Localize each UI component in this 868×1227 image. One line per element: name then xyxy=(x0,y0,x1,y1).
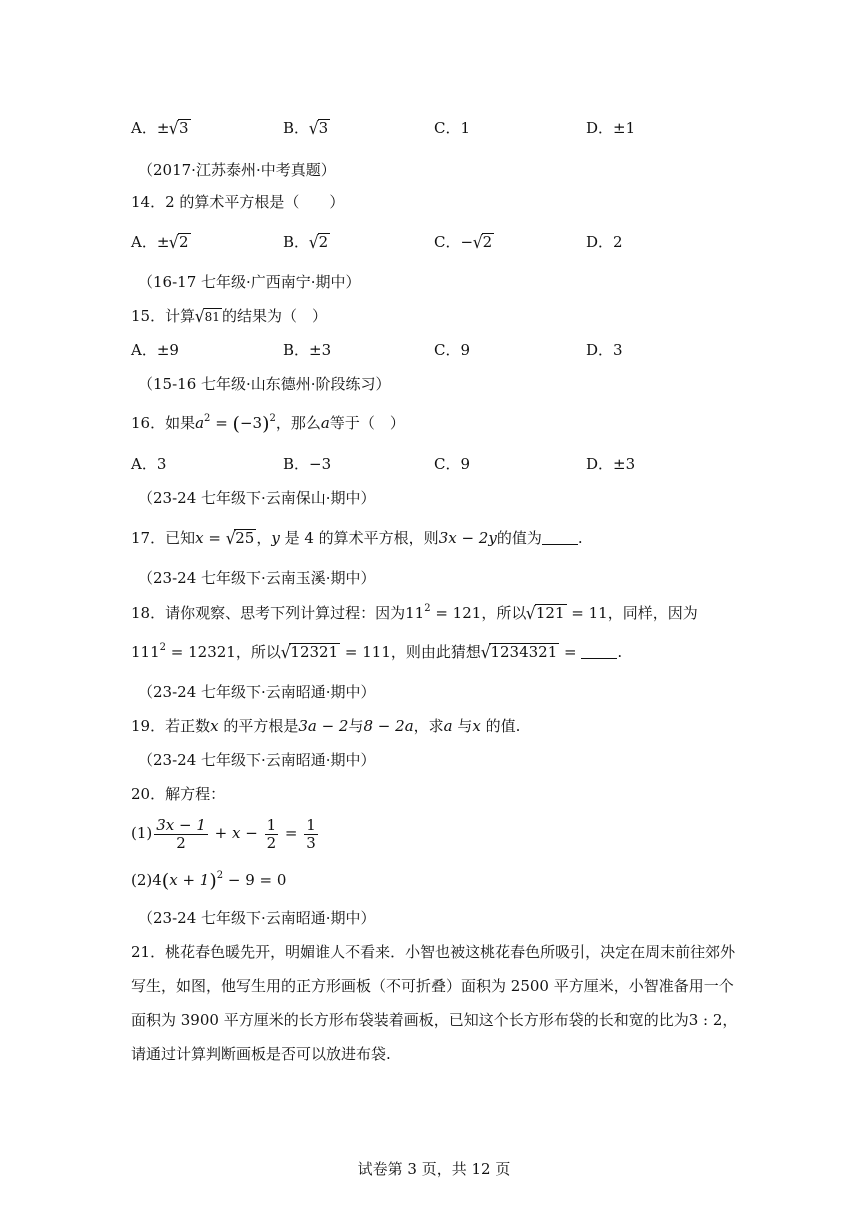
fraction xyxy=(304,817,318,852)
stem-text: 与 xyxy=(452,717,473,735)
q21-line4: 请通过计算判断画板是否可以放进布袋. xyxy=(131,1045,391,1063)
stem-text: 17．已知 xyxy=(131,529,196,547)
option-value: 1 xyxy=(460,119,471,137)
ratio: 3 : 2 xyxy=(688,1011,723,1029)
q13-option-d xyxy=(586,118,635,138)
expression: 3a − 2 xyxy=(298,717,349,735)
variable: x xyxy=(210,717,219,735)
radicand: 121 xyxy=(535,604,565,622)
expression: − 9 = 0 xyxy=(223,871,287,889)
radicand: 2 xyxy=(318,233,329,251)
plus-minus: ± xyxy=(156,233,170,251)
paren-inner: x + 1 xyxy=(169,871,210,889)
period: . xyxy=(577,529,583,547)
variable: a xyxy=(195,414,205,432)
q14-option-d xyxy=(586,232,623,252)
stem-text: ，那么 xyxy=(275,414,321,432)
option-value: ±3 xyxy=(309,341,332,359)
answer-blank xyxy=(581,643,617,659)
expression: 3x − 2y xyxy=(438,529,497,547)
q14-option-b xyxy=(283,232,330,252)
exponent: 2 xyxy=(269,413,276,424)
option-label: D． xyxy=(586,233,614,251)
option-label: A． xyxy=(131,341,157,359)
sqrt: √12321 xyxy=(280,641,339,663)
period: . xyxy=(617,643,623,661)
base: 11 xyxy=(405,604,425,622)
numerator: 3x − 1 xyxy=(156,815,206,834)
answer-blank xyxy=(542,529,578,545)
stem-text: ，所以 xyxy=(481,604,527,622)
q15-option-b xyxy=(283,340,331,360)
variable: x xyxy=(472,717,481,735)
q18-line1: 18．请你观察、思考下列计算过程：因为$11^2 = 121$，所以√121 = 11，同样，因为 xyxy=(131,602,698,624)
stem-text: 的结果为（ ） xyxy=(221,307,327,325)
stem-text: ，求 xyxy=(413,717,444,735)
exponent: 2 xyxy=(204,413,211,424)
option-label: C． xyxy=(434,233,461,251)
sqrt: √1234321 xyxy=(480,641,558,663)
page-footer: 试卷第 3 页，共 12 页 xyxy=(357,1160,511,1178)
stem-text: ， xyxy=(722,1011,738,1029)
option-label: A． xyxy=(131,119,157,137)
option-label: C． xyxy=(434,119,461,137)
q15-option-a xyxy=(131,340,179,360)
q17-source: （23-24 七年级下·云南保山·期中） xyxy=(138,489,376,507)
paren-inner: −3 xyxy=(239,414,263,432)
option-label: A． xyxy=(131,233,157,251)
radicand: 81 xyxy=(204,310,220,324)
radicand: 3 xyxy=(178,119,189,137)
coefficient: 4 xyxy=(152,871,162,889)
q19-source: （23-24 七年级下·云南昭通·期中） xyxy=(138,683,376,701)
radicand: 1234321 xyxy=(490,643,558,661)
sqrt: √25 xyxy=(225,527,255,549)
q16-option-d xyxy=(586,454,635,474)
sqrt: √2 xyxy=(169,231,189,253)
q14-option-c xyxy=(434,232,494,252)
q15-option-c xyxy=(434,340,470,360)
equation: = 111 xyxy=(340,643,391,661)
q18-line2: $111^2 = 12321$，所以√12321 = 111，则由此猜想√1234321 = . xyxy=(131,641,623,663)
numerator: 1 xyxy=(306,815,316,834)
q18-source: （23-24 七年级下·云南玉溪·期中） xyxy=(138,569,376,587)
q16-source: （15-16 七年级·山东德州·阶段练习） xyxy=(138,375,391,393)
plus-minus: ± xyxy=(156,119,170,137)
variable: a xyxy=(443,717,453,735)
fraction xyxy=(265,817,279,852)
part-label: (1) xyxy=(131,824,153,842)
sqrt: √2 xyxy=(308,231,329,253)
q15-source: （16-17 七年级·广西南宁·期中） xyxy=(138,273,361,291)
option-value: −3 xyxy=(309,455,332,473)
stem-text: 是 4 的算术平方根，则 xyxy=(279,529,439,547)
denominator: 3 xyxy=(306,833,316,852)
q21-source: （23-24 七年级下·云南昭通·期中） xyxy=(138,909,376,927)
option-label: D． xyxy=(586,119,614,137)
stem-text: 等于（ ） xyxy=(329,414,405,432)
variable: y xyxy=(271,529,280,547)
stem-text: 与 xyxy=(348,717,364,735)
q20-equation-1 xyxy=(131,813,320,853)
stem-text: 的值. xyxy=(480,717,521,735)
variable: a xyxy=(320,414,330,432)
q17-stem xyxy=(131,528,583,548)
q20-source: （23-24 七年级下·云南昭通·期中） xyxy=(138,751,376,769)
radicand: 3 xyxy=(318,119,329,137)
option-value: 9 xyxy=(460,341,471,359)
q16-option-c xyxy=(434,454,470,474)
equals: = xyxy=(203,529,226,547)
q16-stem: 16．如果$a^2 = (-3)^2$，那么a等于（ ） xyxy=(131,413,405,435)
q14-stem: 14．2 的算术平方根是（ ） xyxy=(131,193,345,211)
equals: = xyxy=(210,414,233,432)
expression: 8 − 2a xyxy=(363,717,414,735)
q15-stem xyxy=(131,306,327,326)
option-label: B． xyxy=(283,233,310,251)
radicand: 2 xyxy=(482,233,493,251)
q21-line3 xyxy=(131,1010,737,1030)
option-label: C． xyxy=(434,341,461,359)
variable: x xyxy=(195,529,204,547)
numerator: 1 xyxy=(266,815,277,834)
option-value: 2 xyxy=(613,233,623,251)
equation: = 121 xyxy=(430,604,482,622)
equals: = xyxy=(559,643,582,661)
equals: = xyxy=(280,824,303,842)
expression: + x − xyxy=(209,824,263,842)
q16-option-b xyxy=(283,454,331,474)
q21-line1: 21．桃花春色暖先开，明媚谁人不看来．小智也被这桃花春色所吸引，决定在周末前往郊外 xyxy=(131,943,736,961)
equation: = 12321 xyxy=(166,643,236,661)
option-value: ±3 xyxy=(613,455,636,473)
sqrt: √3 xyxy=(169,117,189,139)
denominator: 2 xyxy=(266,833,277,852)
option-label: D． xyxy=(586,341,614,359)
stem-text: ，同样，因为 xyxy=(607,604,698,622)
stem-text: 的值为 xyxy=(496,529,542,547)
option-value: 3 xyxy=(156,455,167,473)
q13-option-c xyxy=(434,118,470,138)
q20-stem: 20．解方程： xyxy=(131,785,226,803)
q21-line2: 写生，如图，他写生用的正方形画板（不可折叠）面积为 2500 平方厘米，小智准备用一个 xyxy=(131,977,734,995)
option-value: 9 xyxy=(460,455,471,473)
minus-sign: − xyxy=(460,233,474,251)
option-label: A． xyxy=(131,455,157,473)
stem-text: 15．计算 xyxy=(131,307,196,325)
option-label: B． xyxy=(283,119,310,137)
option-value: 3 xyxy=(613,341,623,359)
stem-text: 面积为 3900 平方厘米的长方形布袋装着画板，已知这个长方形布袋的长和宽的比为 xyxy=(131,1011,689,1029)
stem-text: ，则由此猜想 xyxy=(390,643,481,661)
q15-option-d xyxy=(586,340,623,360)
q13-option-a xyxy=(131,118,191,138)
base: 111 xyxy=(131,643,160,661)
radicand: 25 xyxy=(235,529,255,547)
stem-text: 19．若正数 xyxy=(131,717,211,735)
option-value: ±9 xyxy=(156,341,179,359)
denominator: 2 xyxy=(176,833,186,852)
fraction xyxy=(154,817,208,852)
q13-option-b xyxy=(283,118,330,138)
part-label: (2) xyxy=(131,871,153,889)
option-value: ±1 xyxy=(613,119,636,137)
radicand: 2 xyxy=(178,233,189,251)
q20-equation-2: $(2)4(x + 1)^2 - 9 = 0$ xyxy=(131,870,287,892)
exponent: 2 xyxy=(216,870,224,881)
equation: = 11 xyxy=(566,604,608,622)
q16-option-a xyxy=(131,454,166,474)
option-label: B． xyxy=(283,455,310,473)
sqrt: √3 xyxy=(308,117,329,139)
sqrt: √2 xyxy=(472,231,493,253)
sqrt: √81 xyxy=(194,305,220,327)
stem-text: ， xyxy=(256,529,272,547)
option-label: C． xyxy=(434,455,461,473)
stem-text: 18．请你观察、思考下列计算过程：因为 xyxy=(131,604,406,622)
sqrt: √121 xyxy=(526,602,565,624)
radicand: 12321 xyxy=(290,643,339,661)
option-label: B． xyxy=(283,341,310,359)
stem-text: 的平方根是 xyxy=(218,717,299,735)
stem-text: ，所以 xyxy=(235,643,281,661)
option-label: D． xyxy=(586,455,614,473)
q14-option-a xyxy=(131,232,191,252)
stem-text: 16．如果 xyxy=(131,414,196,432)
q19-stem xyxy=(131,716,520,736)
q14-source: （2017·江苏泰州·中考真题） xyxy=(138,161,336,179)
